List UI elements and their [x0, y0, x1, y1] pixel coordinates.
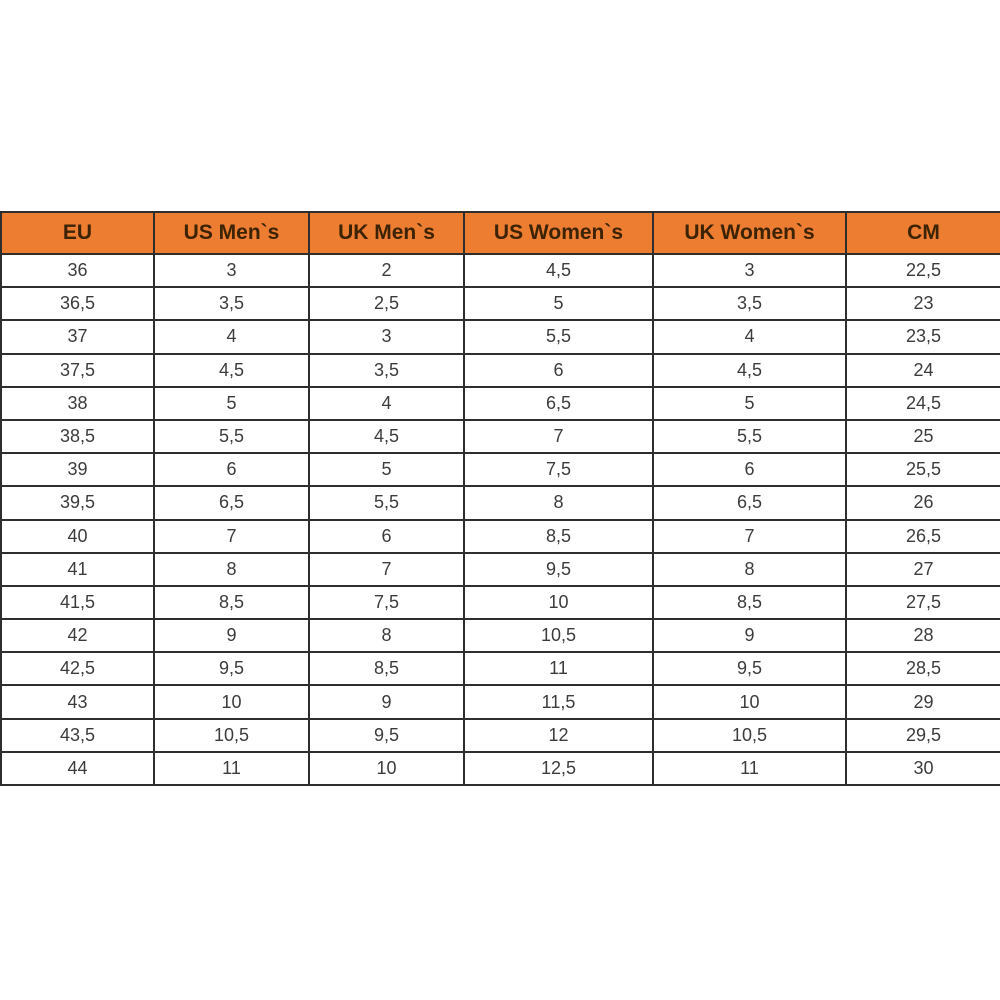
table-row: [1, 486, 1000, 519]
table-cell: 8: [653, 553, 846, 586]
table-cell: 11,5: [464, 685, 653, 718]
table-cell: 4,5: [154, 354, 309, 387]
table-cell: 5,5: [653, 420, 846, 453]
table-cell: 23: [846, 287, 1000, 320]
table-cell: 10: [464, 586, 653, 619]
table-cell: 44: [1, 752, 154, 785]
table-row: [1, 619, 1000, 652]
table-cell: 6,5: [653, 486, 846, 519]
column-header: UK Men`s: [309, 212, 464, 254]
table-cell: 2,5: [309, 287, 464, 320]
table-cell: 8,5: [309, 652, 464, 685]
table-cell: 36: [1, 254, 154, 287]
table-cell: 43: [1, 685, 154, 718]
table-cell: 39: [1, 453, 154, 486]
table-cell: 8: [154, 553, 309, 586]
table-cell: 42,5: [1, 652, 154, 685]
table-cell: 43,5: [1, 719, 154, 752]
table-cell: 9,5: [464, 553, 653, 586]
table-cell: 5: [464, 287, 653, 320]
table-cell: 9,5: [309, 719, 464, 752]
table-cell: 41,5: [1, 586, 154, 619]
table-cell: 6: [154, 453, 309, 486]
table-row: [1, 685, 1000, 718]
table-cell: 26: [846, 486, 1000, 519]
table-header: [1, 212, 1000, 254]
table-cell: 38: [1, 387, 154, 420]
table-row: [1, 719, 1000, 752]
table-cell: 37,5: [1, 354, 154, 387]
table-cell: 9: [154, 619, 309, 652]
table-cell: 27,5: [846, 586, 1000, 619]
table-row: [1, 320, 1000, 353]
table-cell: 5: [154, 387, 309, 420]
table-cell: 3,5: [309, 354, 464, 387]
table-cell: 12,5: [464, 752, 653, 785]
table-cell: 3: [309, 320, 464, 353]
table-cell: 8,5: [154, 586, 309, 619]
table-row: [1, 520, 1000, 553]
table-cell: 40: [1, 520, 154, 553]
table-cell: 8: [309, 619, 464, 652]
table-cell: 7: [653, 520, 846, 553]
table-cell: 27: [846, 553, 1000, 586]
table-row: [1, 420, 1000, 453]
table-row: [1, 354, 1000, 387]
table-cell: 6,5: [154, 486, 309, 519]
table-row: [1, 387, 1000, 420]
table-cell: 6,5: [464, 387, 653, 420]
table-cell: 24: [846, 354, 1000, 387]
table-cell: 3,5: [154, 287, 309, 320]
table-cell: 3,5: [653, 287, 846, 320]
table-cell: 9,5: [154, 652, 309, 685]
table-cell: 28,5: [846, 652, 1000, 685]
column-header: EU: [1, 212, 154, 254]
table-cell: 26,5: [846, 520, 1000, 553]
table-cell: 7,5: [464, 453, 653, 486]
table-cell: 7,5: [309, 586, 464, 619]
table-cell: 8: [464, 486, 653, 519]
column-header: US Women`s: [464, 212, 653, 254]
table-cell: 37: [1, 320, 154, 353]
table-cell: 22,5: [846, 254, 1000, 287]
table-cell: 10,5: [464, 619, 653, 652]
table-body: [1, 254, 1000, 785]
table-cell: 6: [309, 520, 464, 553]
table-cell: 5,5: [464, 320, 653, 353]
table-cell: 7: [154, 520, 309, 553]
table-cell: 5,5: [154, 420, 309, 453]
table-cell: 10,5: [154, 719, 309, 752]
table-row: [1, 586, 1000, 619]
table-cell: 41: [1, 553, 154, 586]
table-cell: 29: [846, 685, 1000, 718]
table-row: [1, 453, 1000, 486]
column-header: US Men`s: [154, 212, 309, 254]
table-cell: 11: [653, 752, 846, 785]
table-header-row: [1, 212, 1000, 254]
table-cell: 11: [154, 752, 309, 785]
table-cell: 9: [653, 619, 846, 652]
column-header: CM: [846, 212, 1000, 254]
table-cell: 3: [154, 254, 309, 287]
table-row: [1, 752, 1000, 785]
table-cell: 25: [846, 420, 1000, 453]
table-cell: 42: [1, 619, 154, 652]
shoe-size-conversion-table: [0, 211, 1000, 786]
column-header: UK Women`s: [653, 212, 846, 254]
table-cell: 7: [309, 553, 464, 586]
table-cell: 5,5: [309, 486, 464, 519]
table-row: [1, 287, 1000, 320]
table-cell: 4,5: [309, 420, 464, 453]
table-cell: 4: [309, 387, 464, 420]
table-row: [1, 652, 1000, 685]
table-cell: 8,5: [464, 520, 653, 553]
table-cell: 30: [846, 752, 1000, 785]
table-cell: 39,5: [1, 486, 154, 519]
table-cell: 3: [653, 254, 846, 287]
table-cell: 28: [846, 619, 1000, 652]
table-cell: 10,5: [653, 719, 846, 752]
table-row: [1, 254, 1000, 287]
table-cell: 24,5: [846, 387, 1000, 420]
table-cell: 12: [464, 719, 653, 752]
table-cell: 25,5: [846, 453, 1000, 486]
table-cell: 8,5: [653, 586, 846, 619]
table-cell: 4,5: [464, 254, 653, 287]
table-cell: 4: [653, 320, 846, 353]
table-cell: 9: [309, 685, 464, 718]
table-cell: 38,5: [1, 420, 154, 453]
table-cell: 10: [653, 685, 846, 718]
table-row: [1, 553, 1000, 586]
table-cell: 4: [154, 320, 309, 353]
table-cell: 10: [309, 752, 464, 785]
table-cell: 5: [653, 387, 846, 420]
table-cell: 23,5: [846, 320, 1000, 353]
table-cell: 5: [309, 453, 464, 486]
table-cell: 2: [309, 254, 464, 287]
table-cell: 4,5: [653, 354, 846, 387]
table-cell: 6: [464, 354, 653, 387]
table-cell: 11: [464, 652, 653, 685]
table-cell: 10: [154, 685, 309, 718]
table-cell: 36,5: [1, 287, 154, 320]
table-cell: 6: [653, 453, 846, 486]
table-cell: 29,5: [846, 719, 1000, 752]
table-cell: 9,5: [653, 652, 846, 685]
table-cell: 7: [464, 420, 653, 453]
